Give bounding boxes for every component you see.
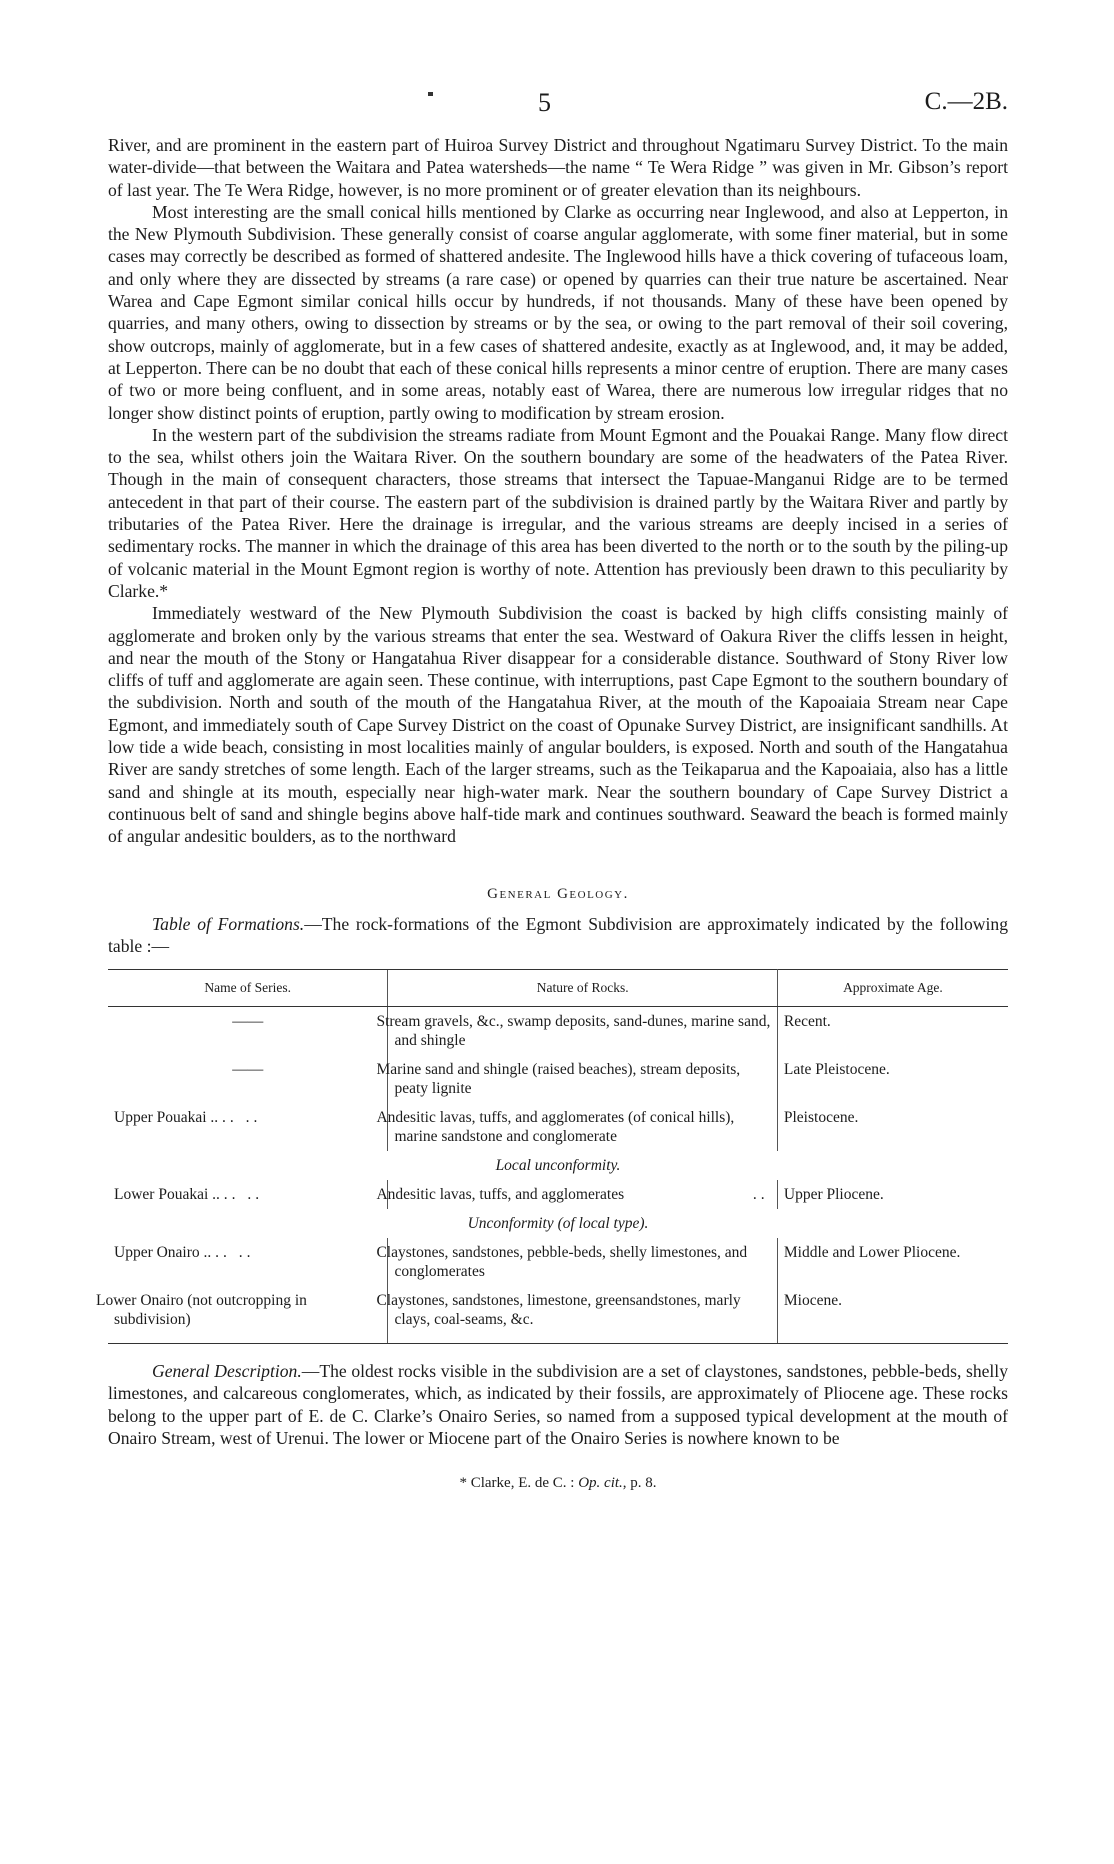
- local-unconformity: Local unconformity.: [495, 1157, 621, 1175]
- page-number: 5: [538, 88, 551, 117]
- rock-description: Andesitic lavas, tuffs, and agglomerates (of conical hills), marine sandstone and conglomerate: [388, 1103, 777, 1151]
- approximate-age: Miocene.: [777, 1286, 1008, 1344]
- unconformity-row: [108, 1151, 1008, 1180]
- general-description-text: —The oldest rocks visible in the subdivision are a set of claystones, sandstones, pebble-beds, shelly limestones, and calcareous conglomerates, which, as indicated by their fossils, are approximately of Pliocene age. These rocks belong to the upper part of E. de C. Clarke’s Onairo Series, so named from a supposed typical development at the mouth of Onairo Stream, west of Urenui. The lower or Miocene part of the Onairo Series is nowhere known to be: [108, 1361, 1008, 1448]
- series-name-text: Lower Pouakai ..: [114, 1186, 220, 1204]
- series-name: ——: [232, 1061, 264, 1079]
- paragraph-coast: Immediately westward of the New Plymouth Subdivision the coast is backed by high cliffs consisting mainly of agglomerate and broken only by the various streams that enter the sea. Westward of Oakura River the cliffs lessen in height, and near the mouth of the Stony or Hangatahua River disappear for a considerable distance. Southward of Stony River low cliffs of tuff and agglomerate are again seen. These continue, with interruptions, past Cape Egmont to the southern boundary of the subdivision. North and south of the mouth of the Hangatahua River, at the mouth of the Kapoaiaia Stream near Cape Egmont, and immediately south of Cape Survey District on the coast of Opunake Survey District, are insignificant sandhills. At low tide a wide beach, consisting in most localities mainly of angular boulders, is exposed. North and south of the Hangatahua River are sandy stretches of some length. Each of the larger streams, such as the Teikaparua and the Kapoaiaia, also has a little sand and shingle at its mouth, especially near high-water mark. Near the southern boundary of Cape Survey District a continuous belt of sand and shingle begins above half-tide mark and continues southward. Seaward the beach is formed mainly of angular andesitic boulders, as to the northward: [108, 603, 1008, 847]
- leader-dots: .. ..: [223, 1186, 264, 1204]
- table-intro-lead: Table of Formations.: [152, 913, 305, 934]
- table-intro-text: —The rock-formations of the Egmont Subdivision are approximately indicated by the following table :—: [108, 913, 1008, 956]
- approximate-age: Pleistocene.: [783, 1109, 859, 1127]
- table-row: [108, 1286, 1008, 1344]
- page-header: [108, 88, 1008, 134]
- table-intro: [108, 913, 1008, 958]
- footnote-citation: Op. cit.: [578, 1475, 623, 1492]
- rock-description-text: Andesitic lavas, tuffs, and agglomerates: [376, 1186, 625, 1204]
- table-row: [108, 1007, 1008, 1056]
- rock-description: Claystones, sandstones, limestone, greensandstones, marly clays, coal-seams, &c.: [388, 1286, 777, 1344]
- document-page: [96, 88, 1008, 1492]
- header-name-of-series: Name of Series.: [108, 970, 388, 1007]
- approximate-age: Upper Pliocene.: [783, 1186, 884, 1204]
- footnote-text: * Clarke, E. de C. :: [459, 1475, 579, 1492]
- local-type-unconformity: Unconformity (of local type).: [467, 1215, 649, 1233]
- approximate-age: Recent.: [783, 1013, 831, 1031]
- header-approximate-age: Approximate Age.: [777, 970, 1008, 1007]
- formations-table: [96, 969, 1008, 1344]
- rock-description: Andesitic lavas, tuffs, and agglomerates ..: [388, 1180, 777, 1209]
- series-name-text: Upper Onairo ..: [114, 1244, 212, 1262]
- rock-description: Claystones, sandstones, pebble-beds, shelly limestones, and conglomerates: [388, 1238, 777, 1286]
- paragraph-conical-hills: Most interesting are the small conical hills mentioned by Clarke as occurring near Inglewood, and also at Lepperton, in the New Plymouth Subdivision. These generally consist of coarse angular agglomerate, with some finer material, but in some cases may correctly be described as formed of shattered andesite. The Inglewood hills have a thick covering of tufaceous loam, and only where they are dissected by streams (a rare case) or opened by quarries can their true nature be ascertained. Near Warea and Cape Egmont similar conical hills occur by hundreds, if not thousands. Many of these have been opened by quarries, and many others, owing to dissection by streams or by the sea, or owing to the part removal of their soil covering, show outcrops, mainly of agglomerate, but in a few cases of shattered andesite, exactly as at Inglewood, and, it may be added, at Lepperton. There can be no doubt that each of these conical hills represents a minor centre of eruption. There are many cases of two or more being confluent, and in some areas, notably east of Warea, there are numerous low irregular ridges that no longer show distinct points of eruption, partly owing to modification by stream erosion.: [108, 201, 1008, 423]
- rock-description: Stream gravels, &c., swamp deposits, sand-dunes, marine sand, and shingle: [388, 1007, 777, 1056]
- table-row: [108, 1055, 1008, 1103]
- general-description-lead: General Description.: [152, 1361, 302, 1382]
- paragraph-drainage: In the western part of the subdivision the streams radiate from Mount Egmont and the Pouakai Range. Many flow direct to the sea, whilst others join the Waitara River. On the southern boundary are some of the headwaters of the Patea River. Though in the main of consequent characters, those streams that intersect the Tapuae-Manganui Ridge are to be termed antecedent in that part of their course. The eastern part of the subdivision is drained partly by the Waitara River and partly by tributaries of the Patea River. Here the drainage is irregular, and the various streams are deeply incised in a series of sedimentary rocks. The manner in which the drainage of this area has been diverted to the north or to the south by the piling-up of volcanic material in the Mount Egmont region is worthy of note. Attention has previously been drawn to this peculiarity by Clarke.*: [108, 424, 1008, 601]
- series-name: [108, 1103, 388, 1151]
- leader-dots: .. ..: [222, 1109, 262, 1127]
- footnote-tail: , p. 8.: [622, 1475, 657, 1492]
- approximate-age: Late Pleistocene.: [783, 1061, 890, 1079]
- table-header-row: [108, 970, 1008, 1007]
- header-nature-of-rocks: Nature of Rocks.: [388, 970, 777, 1007]
- table-row: [108, 1180, 1008, 1209]
- section-heading: General Geology.: [487, 885, 629, 902]
- leader-dots: .. ..: [215, 1244, 255, 1262]
- series-name: Lower Onairo (not outcropping in subdivision): [108, 1286, 388, 1344]
- table-row: [108, 1103, 1008, 1151]
- footnote: [108, 1469, 1008, 1492]
- approximate-age: Middle and Lower Pliocene.: [783, 1244, 961, 1262]
- series-name: [108, 1180, 388, 1209]
- unconformity-row: [108, 1209, 1008, 1238]
- series-name-text: Upper Pouakai ..: [114, 1109, 219, 1127]
- general-description: [108, 1360, 1008, 1449]
- paragraph-ridges: River, and are prominent in the eastern part of Huiroa Survey District and throughout Ngatimaru Survey District. To the main water-divide—that between the Waitara and Patea watersheds—the name “ Te Wera Ridge ” was given in Mr. Gibson’s report of last year. The Te Wera Ridge, however, is no more prominent or of greater elevation than its neighbours.: [108, 135, 1008, 200]
- series-name: ——: [232, 1013, 264, 1031]
- document-code: C.—2B.: [924, 88, 1008, 115]
- print-speck: [428, 92, 433, 96]
- series-name: [108, 1238, 388, 1286]
- table-row: [108, 1238, 1008, 1286]
- rock-description: Marine sand and shingle (raised beaches), stream deposits, peaty lignite: [388, 1055, 777, 1103]
